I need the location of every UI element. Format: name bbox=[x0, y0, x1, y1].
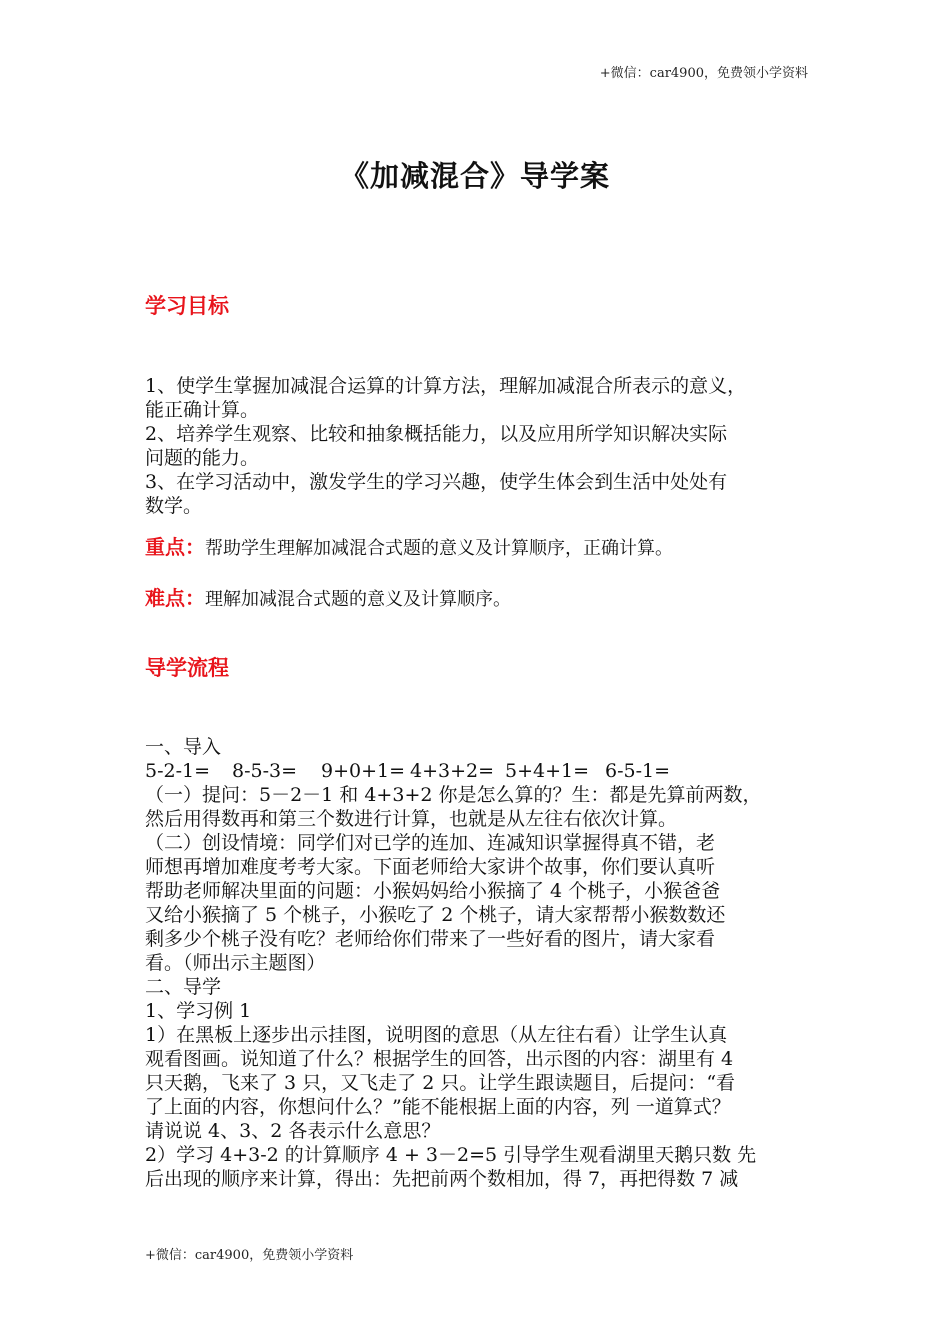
process-line: （二）创设情境：同学们对已学的连加、连减知识掌握得真不错，老 bbox=[145, 832, 716, 854]
process-line: 二、导学 bbox=[145, 976, 222, 998]
difficult-point bbox=[145, 584, 835, 614]
intro-title: 一、导入 bbox=[145, 736, 222, 758]
equation: 4+3+2= bbox=[410, 760, 495, 782]
process-line: 又给小猴摘了 5 个桃子，小猴吃了 2 个桃子，请大家帮帮小猴数数还 bbox=[145, 904, 726, 926]
process-line: 看。（师出示主题图） bbox=[145, 952, 326, 974]
objective-line: 1、使学生掌握加减混合运算的计算方法，理解加减混合所表示的意义， bbox=[145, 375, 747, 397]
process-line: 然后用得数再和第三个数进行计算，也就是从左往右依次计算。 bbox=[145, 808, 678, 830]
process-line: 帮助老师解决里面的问题：小猴妈妈给小猴摘了 4 个桃子，小猴爸爸 bbox=[145, 880, 721, 902]
process-line: 请说说 4、3、2 各表示什么意思？ bbox=[145, 1120, 441, 1142]
equation: 5-2-1= bbox=[145, 760, 211, 782]
objective-line: 能正确计算。 bbox=[145, 399, 260, 421]
objective-line: 问题的能力。 bbox=[145, 447, 260, 469]
document-title: 《加减混合》导学案 bbox=[339, 159, 610, 193]
process-line: 师想再增加难度考考大家。下面老师给大家讲个故事，你们要认真听 bbox=[145, 856, 716, 878]
key-point bbox=[145, 533, 835, 563]
objective-line: 2、培养学生观察、比较和抽象概括能力，以及应用所学知识解决实际 bbox=[145, 423, 728, 445]
difficult-point-label: 难点： bbox=[145, 586, 205, 610]
process-content bbox=[145, 735, 835, 1191]
process-line: 2）学习 4+3-2 的计算顺序 4 + 3－2=5 引导学生观看湖里天鹅只数 先 bbox=[145, 1144, 757, 1166]
process-heading: 导学流程 bbox=[145, 656, 229, 680]
key-point-text: 帮助学生理解加减混合式题的意义及计算顺序，正确计算。 bbox=[205, 538, 673, 559]
process-line: 1）在黑板上逐步出示挂图，说明图的意思（从左往右看）让学生认真 bbox=[145, 1024, 728, 1046]
equation: 5+4+1= bbox=[505, 760, 590, 782]
process-line: 后出现的顺序来计算，得出：先把前两个数相加，得 7，再把得数 7 减 bbox=[145, 1168, 739, 1190]
equation: 6-5-1= bbox=[605, 760, 671, 782]
difficult-point-text: 理解加减混合式题的意义及计算顺序。 bbox=[205, 589, 511, 610]
process-line: 了上面的内容，你想问什么？”能不能根据上面的内容，列 一道算式？ bbox=[145, 1096, 731, 1118]
process-line: 剩多少个桃子没有吃？老师给你们带来了一些好看的图片，请大家看 bbox=[145, 928, 716, 950]
equation-row bbox=[145, 759, 835, 783]
footer-watermark-note: +微信：car4900，免费领小学资料 bbox=[145, 1248, 354, 1263]
process-line: 1、学习例 1 bbox=[145, 1000, 252, 1022]
header-watermark-note: +微信：car4900，免费领小学资料 bbox=[599, 66, 808, 81]
process-line: 观看图画。说知道了什么？根据学生的回答，出示图的内容：湖里有 4 bbox=[145, 1048, 734, 1070]
objective-line: 数学。 bbox=[145, 495, 203, 517]
equation: 8-5-3= bbox=[232, 760, 298, 782]
objectives-list bbox=[145, 374, 810, 518]
process-line: 只天鹅，飞来了 3 只，又飞走了 2 只。让学生跟读题目，后提问：“看 bbox=[145, 1072, 736, 1094]
equation: 9+0+1= bbox=[321, 760, 406, 782]
objective-line: 3、在学习活动中，激发学生的学习兴趣，使学生体会到生活中处处有 bbox=[145, 471, 728, 493]
process-line: （一）提问：5－2－1 和 4+3+2 你是怎么算的？生：都是先算前两数， bbox=[145, 784, 762, 806]
objectives-heading: 学习目标 bbox=[145, 294, 229, 318]
key-point-label: 重点： bbox=[145, 535, 205, 559]
